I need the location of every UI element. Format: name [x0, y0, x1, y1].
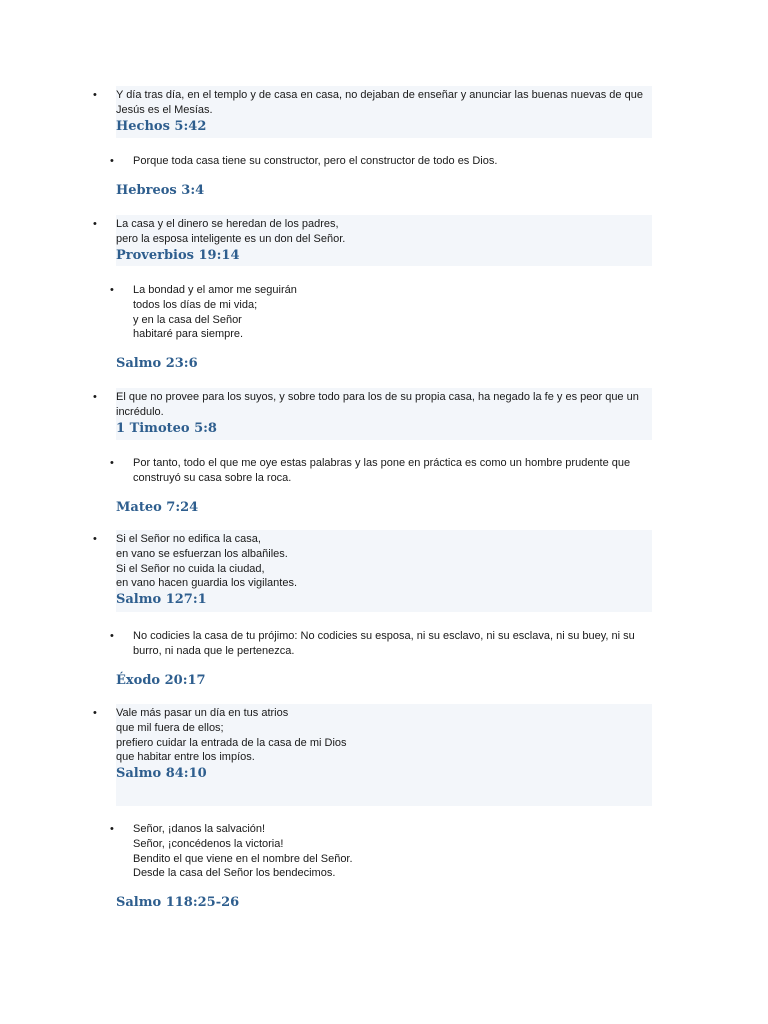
verse-text: El que no provee para los suyos, y sobre todo para los de su propia casa, ha negado la fe y es peor que un incrédulo. [116, 391, 639, 418]
bullet: • [93, 533, 97, 545]
verse-text: Por tanto, todo el que me oye estas palabras y las pone en práctica es como un hombre prudente que construyó su casa sobre la roca. [133, 457, 631, 484]
verse-block [110, 820, 652, 914]
verse-text: Y día tras día, en el templo y de casa en casa, no dejaban de enseñar y anunciar las buenas nuevas de que Jesús es el Mesías. [116, 89, 643, 116]
verse-text: No codicies la casa de tu prójimo: No codicies su esposa, ni su esclavo, ni su esclava, ni su buey, ni su burro, ni nada que le pertenezca. [133, 630, 635, 657]
verse-reference: Hebreos 3:4 [116, 182, 205, 198]
bullet: • [93, 218, 97, 230]
bullet: • [110, 155, 114, 167]
bullet: • [93, 707, 97, 719]
verse-text: Si el Señor no edifica la casa, en vano se esfuerzan los albañiles. Si el Señor no cuida la ciudad, en vano hacen guardia los vigilantes. [116, 533, 298, 590]
bullet: • [93, 391, 97, 403]
verse-reference: Hechos 5:42 [116, 118, 207, 134]
bullet: • [93, 89, 97, 101]
verse-block [93, 388, 652, 440]
bullet: • [110, 630, 114, 642]
verse-block [110, 454, 652, 518]
verse-block [110, 281, 652, 373]
verse-block [110, 152, 652, 202]
bullet: • [110, 823, 114, 835]
verse-text: La casa y el dinero se heredan de los padres, pero la esposa inteligente es un don del Señor. [116, 218, 346, 245]
verse-reference: 1 Timoteo 5:8 [116, 420, 217, 436]
verse-reference: Proverbios 19:14 [116, 247, 240, 263]
verse-reference: Éxodo 20:17 [116, 672, 206, 688]
verse-block [93, 704, 652, 806]
verse-reference: Salmo 118:25-26 [116, 895, 240, 911]
verse-reference: Salmo 84:10 [116, 766, 207, 782]
verse-text: Porque toda casa tiene su constructor, pero el constructor de todo es Dios. [133, 155, 498, 167]
verse-reference: Salmo 127:1 [116, 592, 207, 608]
verse-text: La bondad y el amor me seguirán todos los días de mi vida; y en la casa del Señor habitaré para siempre. [133, 284, 297, 341]
verse-block [93, 530, 652, 612]
bullet: • [110, 457, 114, 469]
verse-block [93, 86, 652, 138]
bullet: • [110, 284, 114, 296]
verse-block [110, 627, 652, 691]
verse-text: Vale más pasar un día en tus atrios que mil fuera de ellos; prefiero cuidar la entrada de la casa de mi Dios que habitar entre los impíos. [116, 707, 347, 764]
verse-text: Señor, ¡danos la salvación! Señor, ¡concédenos la victoria! Bendito el que viene en el nombre del Señor. Desde la casa del Señor los bendecimos. [133, 823, 353, 880]
verse-block [93, 215, 652, 266]
verse-reference: Mateo 7:24 [116, 499, 199, 515]
verse-reference: Salmo 23:6 [116, 356, 198, 372]
